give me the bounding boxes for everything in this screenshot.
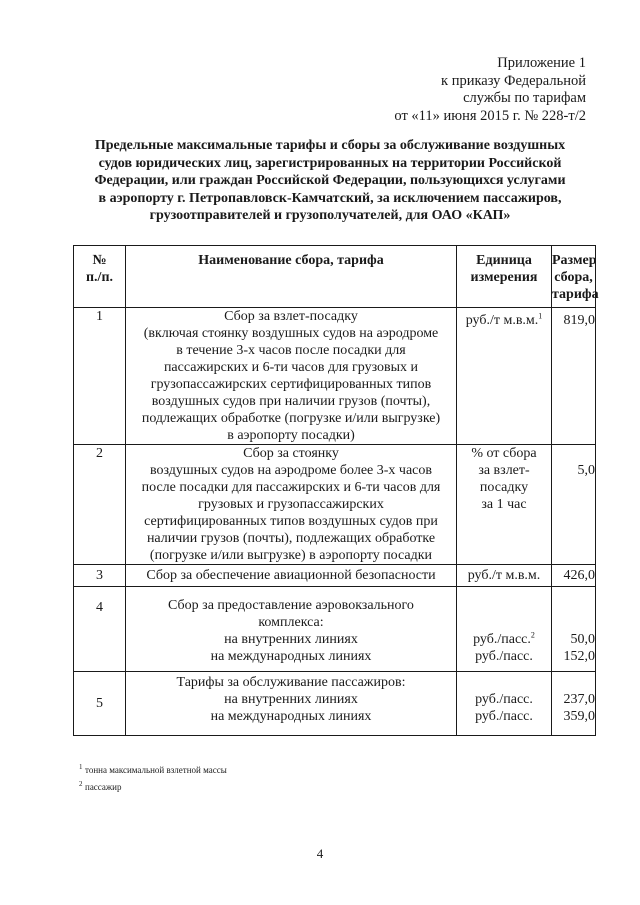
- table-row: [74, 445, 596, 565]
- row-name-line: грузопассажирских сертифицированных типов: [150, 377, 432, 392]
- row-name-line: комплекса:: [258, 615, 324, 630]
- row-unit-text: руб./пасс.: [473, 632, 531, 647]
- row-value: [552, 672, 596, 736]
- row-name: [126, 308, 457, 445]
- row-number: 3: [74, 565, 126, 587]
- header-number-line: п./п.: [85, 270, 114, 285]
- document-title: [70, 137, 590, 225]
- row-value-line: 152,0: [563, 649, 595, 664]
- row-number: 4: [74, 587, 126, 672]
- footnote-text: пассажир: [85, 782, 122, 792]
- appendix-line: Приложение 1: [497, 55, 586, 71]
- title-line: судов юридических лиц, зарегистрированных на территории Российской: [98, 155, 562, 171]
- header-value: [552, 246, 599, 308]
- header-unit-line: Единица: [476, 253, 532, 268]
- row-name-line: наличии грузов (почты), подлежащих обработке: [146, 531, 436, 546]
- header-name-label: Наименование сбора, тарифа: [198, 253, 384, 268]
- footnote-ref: 1: [538, 311, 543, 321]
- tariffs-table: [73, 245, 599, 736]
- row-name-line: после посадки для пассажирских и 6-ти часов для: [141, 480, 441, 495]
- table-row: [74, 565, 596, 587]
- page-number: 4: [316, 846, 324, 861]
- row-value: [552, 308, 596, 445]
- row-name: [126, 587, 457, 672]
- title-line: Федерации, или граждан Российской Федерации, пользующихся услугами: [94, 173, 566, 188]
- row-name-line: в течение 3-х часов после посадки для: [176, 343, 406, 358]
- row-name-line: пассажирских и 6-ти часов для грузовых и: [163, 360, 419, 375]
- row-unit-line: % от сбора: [471, 446, 537, 461]
- row-unit: [457, 308, 552, 445]
- row-unit-line: руб./пасс.: [475, 649, 533, 664]
- header-number-line: №: [92, 253, 107, 268]
- row-name-line: Сбор за обеспечение авиационной безопасности: [146, 568, 436, 583]
- row-number: 2: [74, 445, 126, 565]
- row-name-line: в аэропорту посадки): [227, 428, 355, 443]
- footnotes: [79, 765, 227, 799]
- row-name-line: Тарифы за обслуживание пассажиров:: [176, 675, 406, 690]
- row-name-line: воздушных судов при наличии грузов (почты),: [151, 394, 431, 409]
- title-line: грузоотправителей и грузополучателей, для ОАО «КАП»: [149, 208, 511, 223]
- header-unit: [457, 246, 552, 308]
- row-name-line: Сбор за предоставление аэровокзального: [168, 598, 414, 613]
- title-line: Предельные максимальные тарифы и сборы за обслуживание воздушных: [94, 138, 566, 153]
- table-row: [74, 672, 596, 736]
- row-value: [552, 445, 596, 565]
- row-name-line: Сбор за стоянку: [243, 446, 339, 461]
- row-unit-line: [457, 631, 551, 648]
- table-row: [74, 587, 596, 672]
- row-unit-line: за 1 час: [481, 497, 527, 512]
- row-name-line: подлежащих обработке (погрузке и/или выгрузке): [141, 411, 441, 426]
- row-number: 1: [74, 308, 126, 445]
- appendix-reference: [394, 55, 586, 125]
- row-unit-line: руб./т м.в.м.: [467, 568, 541, 583]
- row-value-line: 237,0: [563, 692, 595, 707]
- header-value-line: тарифа: [552, 287, 599, 302]
- row-unit-line: руб./пасс.: [475, 692, 533, 707]
- row-number: 5: [74, 672, 126, 736]
- row-name: [126, 672, 457, 736]
- row-value: [552, 565, 596, 587]
- row-value: [552, 587, 596, 672]
- row-value-line: 50,0: [570, 632, 595, 647]
- row-unit: [457, 445, 552, 565]
- row-name-line: воздушных судов на аэродроме более 3-х часов: [149, 463, 433, 478]
- row-name: [126, 445, 457, 565]
- row-unit-line: за взлет-: [478, 463, 530, 478]
- row-value-line: 426,0: [563, 568, 595, 583]
- table-header-row: [74, 246, 596, 308]
- footnote: 2 пассажир: [79, 780, 122, 792]
- row-unit-line: руб./пасс.: [475, 709, 533, 724]
- row-name-line: на международных линиях: [210, 649, 372, 664]
- appendix-line: от «11» июня 2015 г. № 228-т/2: [394, 107, 586, 124]
- footnote-text: тонна максимальной взлетной массы: [85, 765, 227, 775]
- row-unit: [457, 672, 552, 736]
- row-name-line: (включая стоянку воздушных судов на аэродроме: [143, 326, 439, 341]
- header-value-line: сбора,: [554, 270, 593, 285]
- row-name-line: Сбор за взлет-посадку: [224, 309, 358, 324]
- row-name-line: на внутренних линиях: [224, 632, 358, 647]
- row-name-line: на внутренних линиях: [224, 692, 358, 707]
- header-value-line: Размер: [552, 253, 597, 268]
- row-unit-line: руб./т м.в.м.: [465, 313, 539, 328]
- row-name: [126, 565, 457, 587]
- row-unit: [457, 565, 552, 587]
- footnote-ref: 2: [530, 630, 535, 640]
- row-unit-line: посадку: [479, 480, 529, 495]
- row-unit: [457, 587, 552, 672]
- title-line: в аэропорту г. Петропавловск-Камчатский, за исключением пассажиров,: [98, 190, 562, 206]
- row-name-line: сертифицированных типов воздушных судов при: [144, 514, 438, 529]
- row-name-line: (погрузке и/или выгрузке) в аэропорту посадки: [149, 548, 433, 563]
- table-row: [74, 308, 596, 445]
- appendix-line: к приказу Федеральной: [441, 72, 586, 89]
- row-value-line: 359,0: [563, 709, 595, 724]
- row-value-line: 819,0: [563, 313, 595, 328]
- header-name: [126, 246, 457, 308]
- row-value-line: 5,0: [577, 463, 595, 478]
- row-name-line: на международных линиях: [210, 709, 372, 724]
- appendix-line: службы по тарифам: [463, 90, 586, 106]
- row-name-line: грузовых и грузопассажирских: [198, 497, 384, 512]
- footnote: 1 тонна максимальной взлетной массы: [79, 763, 227, 775]
- header-number: [74, 246, 126, 308]
- header-unit-line: измерения: [470, 270, 538, 285]
